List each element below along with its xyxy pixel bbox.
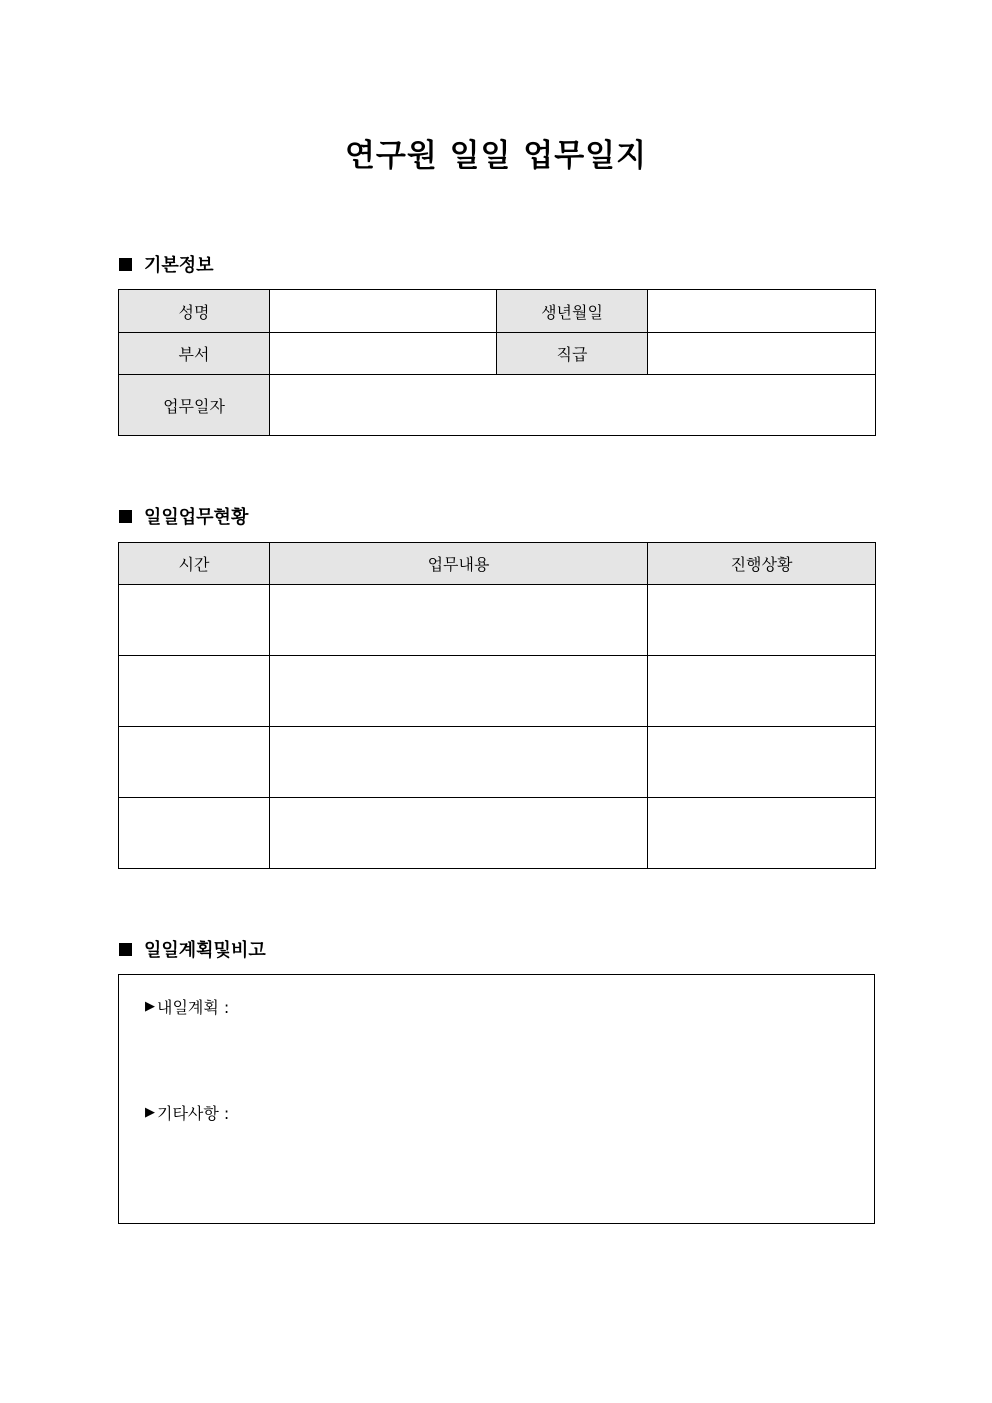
work-content-cell[interactable] bbox=[270, 798, 648, 869]
department-field[interactable] bbox=[270, 333, 497, 375]
section-heading-basic-info bbox=[119, 252, 214, 276]
triangle-right-icon: ▶ bbox=[145, 1105, 155, 1120]
progress-cell[interactable] bbox=[648, 585, 876, 656]
table-row bbox=[119, 798, 876, 869]
work-content-cell[interactable] bbox=[270, 585, 648, 656]
name-field[interactable] bbox=[270, 290, 497, 333]
time-cell[interactable] bbox=[119, 798, 270, 869]
basic-info-table bbox=[118, 289, 876, 436]
birth-date-label: 생년월일 bbox=[497, 290, 648, 333]
tomorrow-plan-label: 내일계획 : bbox=[157, 998, 230, 1017]
work-date-label: 업무일자 bbox=[119, 375, 270, 436]
column-header-time: 시간 bbox=[119, 543, 270, 585]
rank-label: 직급 bbox=[497, 333, 648, 375]
name-label: 성명 bbox=[119, 290, 270, 333]
section-heading-label: 일일업무현황 bbox=[144, 507, 249, 528]
tomorrow-plan-line bbox=[145, 995, 229, 1018]
other-notes-line bbox=[145, 1101, 229, 1124]
time-cell[interactable] bbox=[119, 585, 270, 656]
department-label: 부서 bbox=[119, 333, 270, 375]
plan-remarks-box[interactable] bbox=[118, 974, 875, 1224]
square-bullet-icon bbox=[119, 510, 132, 523]
table-row bbox=[119, 727, 876, 798]
other-notes-label: 기타사항 : bbox=[157, 1104, 230, 1123]
work-content-cell[interactable] bbox=[270, 656, 648, 727]
triangle-right-icon: ▶ bbox=[145, 999, 155, 1014]
section-heading-label: 기본정보 bbox=[144, 255, 214, 276]
progress-cell[interactable] bbox=[648, 656, 876, 727]
section-heading-plan bbox=[119, 937, 266, 961]
rank-field[interactable] bbox=[648, 333, 876, 375]
column-header-progress: 진행상황 bbox=[648, 543, 876, 585]
column-header-work-content: 업무내용 bbox=[270, 543, 648, 585]
daily-status-table bbox=[118, 542, 876, 869]
table-header-row bbox=[119, 543, 876, 585]
square-bullet-icon bbox=[119, 258, 132, 271]
page-title: 연구원 일일 업무일지 bbox=[344, 138, 648, 174]
work-content-cell[interactable] bbox=[270, 727, 648, 798]
table-row bbox=[119, 290, 876, 333]
progress-cell[interactable] bbox=[648, 798, 876, 869]
birth-date-field[interactable] bbox=[648, 290, 876, 333]
square-bullet-icon bbox=[119, 943, 132, 956]
table-row bbox=[119, 585, 876, 656]
time-cell[interactable] bbox=[119, 727, 270, 798]
time-cell[interactable] bbox=[119, 656, 270, 727]
section-heading-label: 일일계획및비고 bbox=[144, 940, 266, 961]
work-date-field[interactable] bbox=[270, 375, 876, 436]
section-heading-daily-status bbox=[119, 504, 248, 528]
progress-cell[interactable] bbox=[648, 727, 876, 798]
table-row bbox=[119, 656, 876, 727]
table-row bbox=[119, 333, 876, 375]
table-row bbox=[119, 375, 876, 436]
